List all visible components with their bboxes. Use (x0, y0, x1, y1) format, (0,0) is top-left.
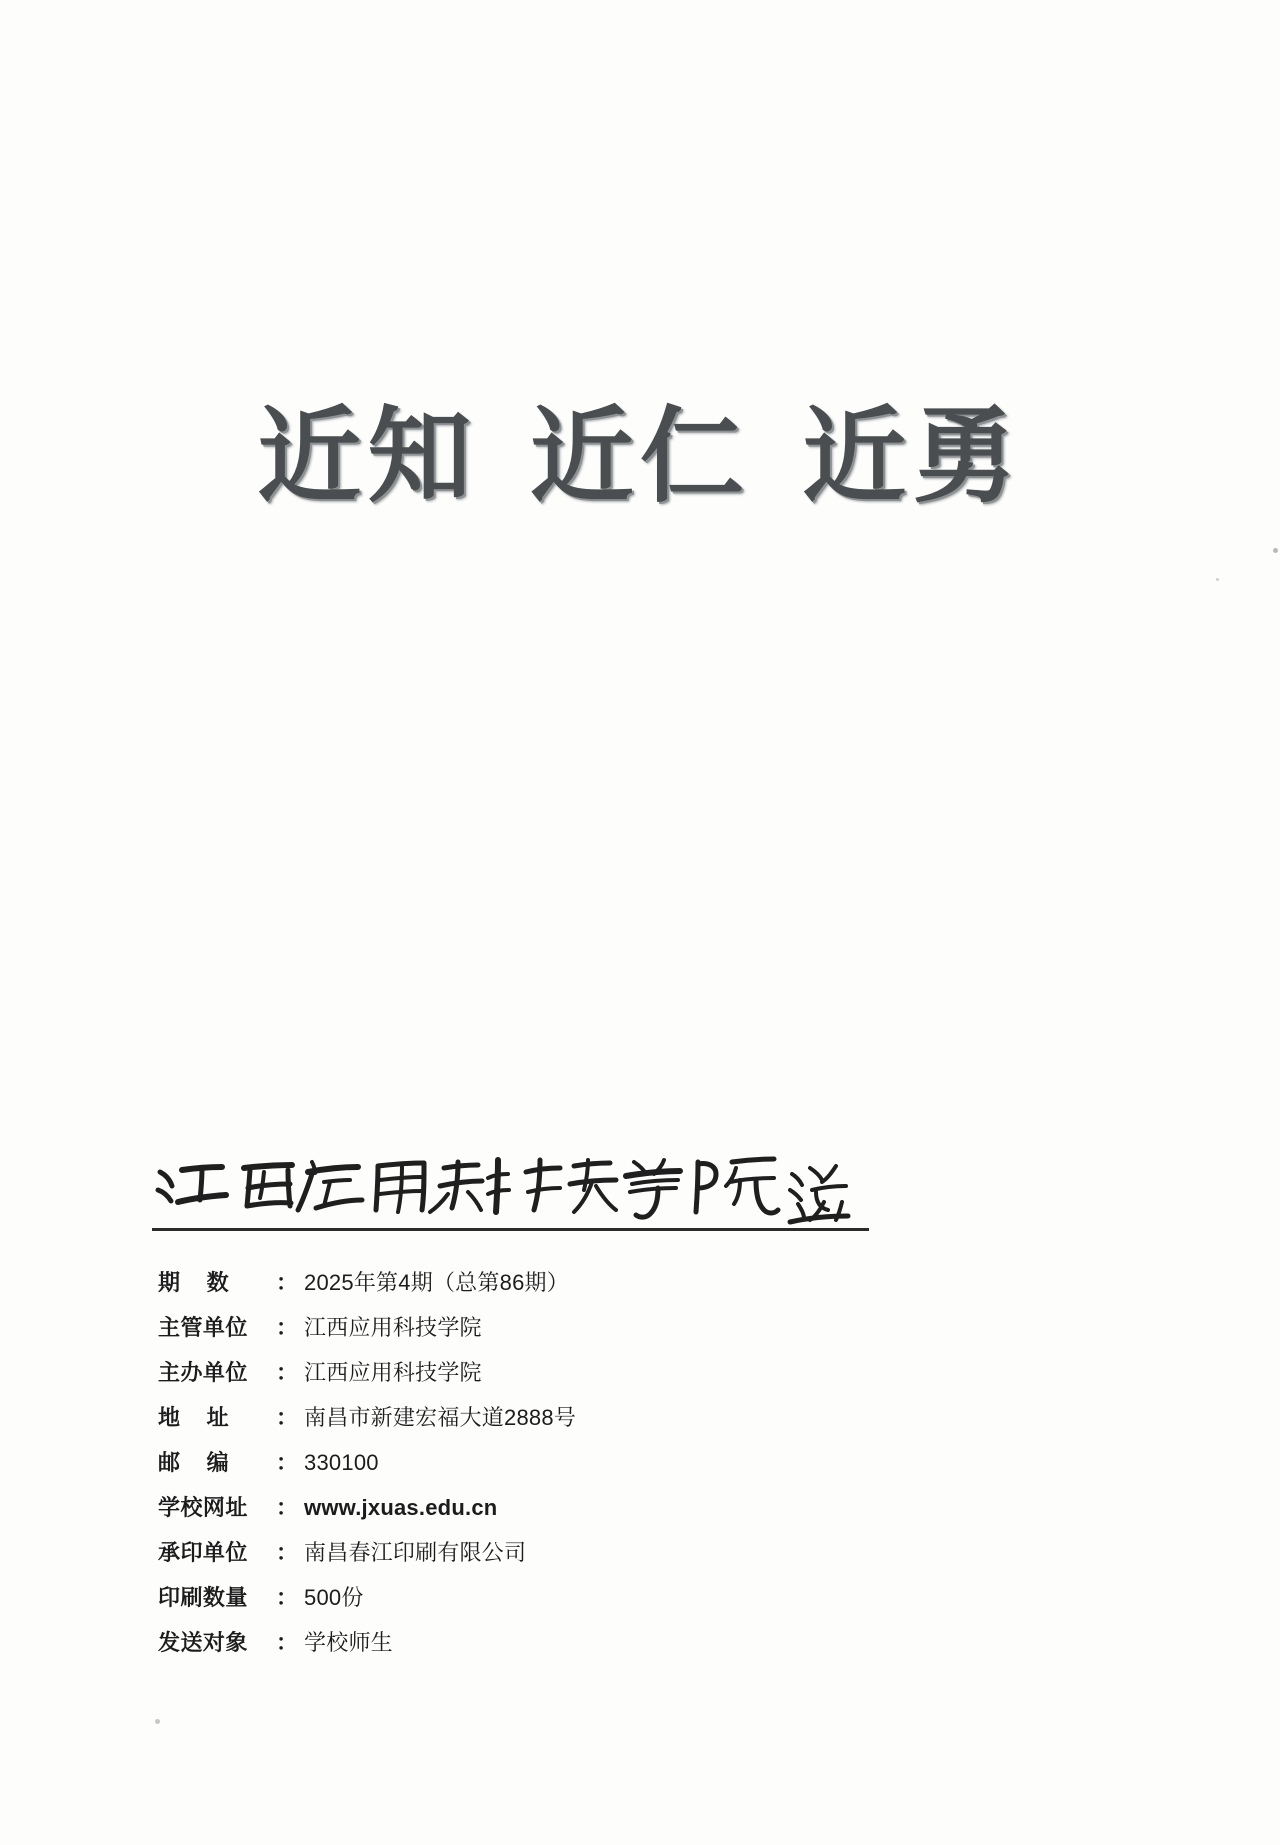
colophon-colon: ： (276, 1360, 299, 1385)
colophon-row-supervisor (158, 1311, 958, 1344)
colophon-row-organizer (158, 1356, 958, 1389)
scan-speck (1273, 548, 1278, 553)
colophon-label: 学校网址 (158, 1495, 248, 1520)
colophon-colon: ： (276, 1630, 299, 1655)
colophon-label: 邮 编 (158, 1450, 230, 1475)
colophon-colon: ： (276, 1540, 299, 1565)
colophon-row-recipients (158, 1626, 958, 1659)
colophon-colon: ： (276, 1270, 299, 1295)
colophon-value: 江西应用科技学院 (304, 1315, 482, 1340)
colophon-label: 承印单位 (158, 1540, 248, 1565)
colophon-value: 南昌市新建宏福大道2888号 (304, 1405, 577, 1430)
colophon-row-address (158, 1401, 958, 1434)
colophon-value: 500份 (304, 1585, 364, 1610)
colophon-value: 江西应用科技学院 (304, 1360, 482, 1385)
colophon-label: 发送对象 (158, 1630, 248, 1655)
colophon-row-postcode (158, 1446, 958, 1479)
colophon-colon: ： (276, 1315, 299, 1340)
school-website-link[interactable]: www.jxuas.edu.cn (304, 1495, 498, 1520)
colophon-label: 期 数 (158, 1270, 230, 1295)
colophon-list (158, 1266, 958, 1671)
colophon-row-printer (158, 1536, 958, 1569)
colophon-colon: ： (276, 1495, 299, 1520)
motto-segment-1: 近知 (257, 395, 478, 517)
colophon-label: 印刷数量 (158, 1585, 248, 1610)
colophon-row-website (158, 1491, 958, 1524)
colophon-value: 330100 (304, 1450, 379, 1475)
colophon-colon: ： (276, 1585, 299, 1610)
motto-segment-2: 近仁 (529, 395, 751, 517)
colophon-label: 主管单位 (158, 1315, 248, 1340)
colophon-value: 南昌春江印刷有限公司 (304, 1540, 527, 1565)
colophon-label: 地 址 (158, 1405, 230, 1430)
colophon-colon: ： (276, 1450, 299, 1475)
scan-speck (1216, 578, 1219, 581)
masthead-calligraphy (152, 1148, 852, 1226)
colophon-row-issue (158, 1266, 958, 1299)
masthead-underline (152, 1228, 869, 1231)
motto-segment-3: 近勇 (802, 395, 1023, 517)
colophon-colon: ： (276, 1405, 299, 1430)
colophon-row-print-run (158, 1581, 958, 1614)
colophon-value: 学校师生 (304, 1630, 393, 1655)
colophon-value: 2025年第4期（总第86期） (304, 1270, 569, 1295)
scan-speck (155, 1719, 160, 1724)
colophon-label: 主办单位 (158, 1360, 248, 1385)
motto-heading (0, 372, 1280, 522)
